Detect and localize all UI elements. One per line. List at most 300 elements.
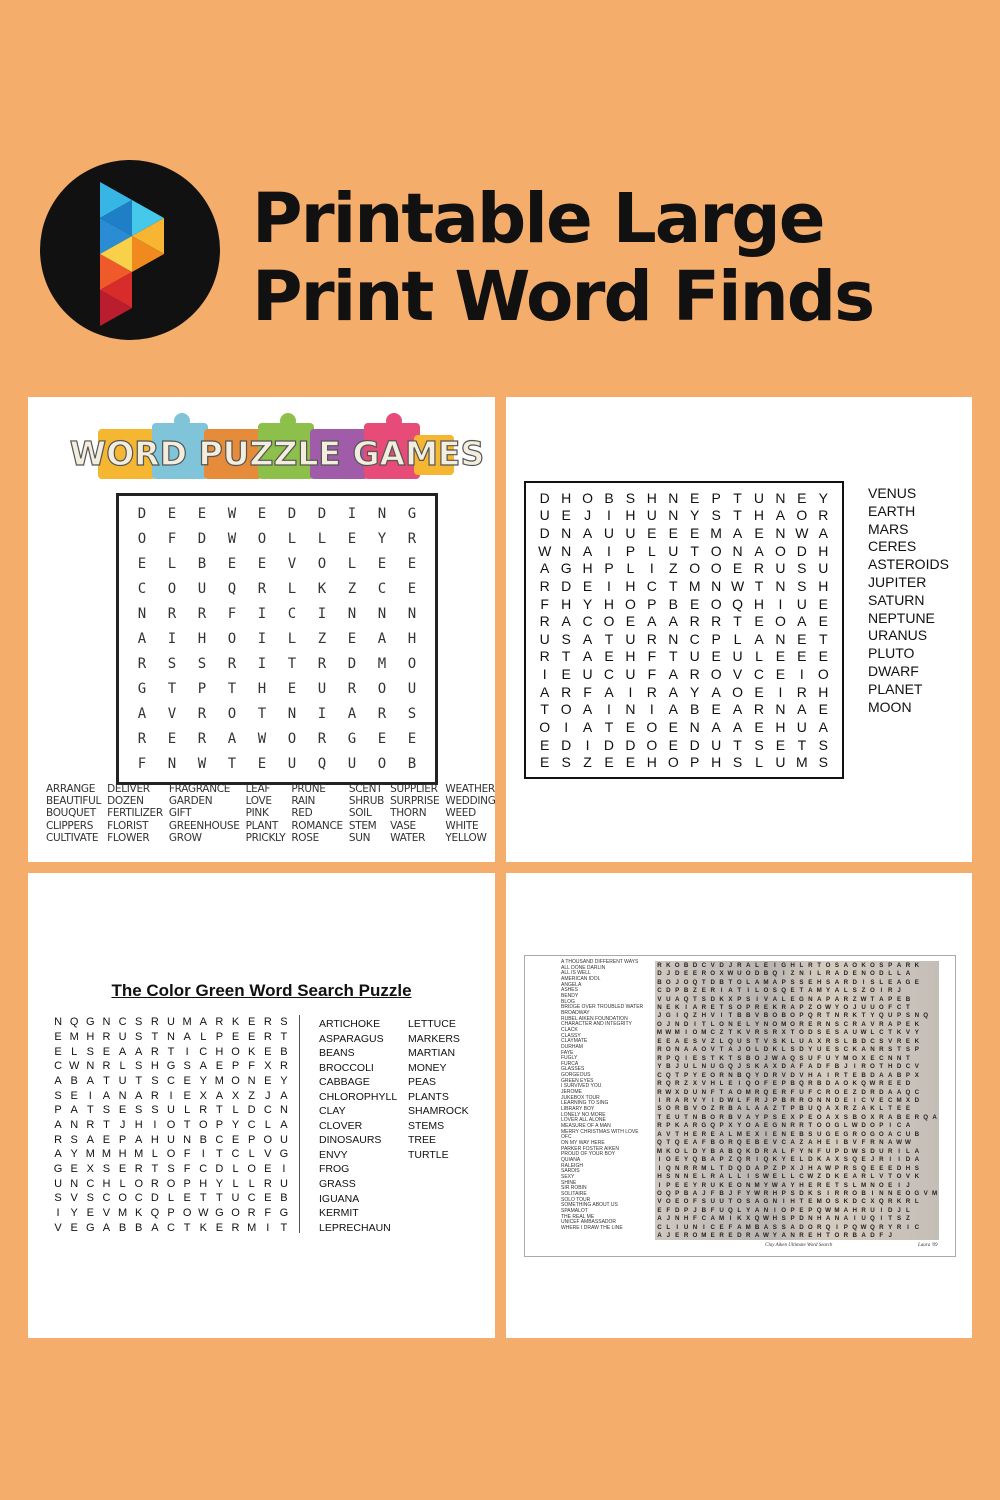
grid-letter[interactable]: E — [582, 577, 593, 594]
grid-letter[interactable]: W — [763, 1232, 769, 1240]
grid-letter[interactable]: M — [718, 1215, 725, 1223]
grid-letter[interactable]: X — [264, 1060, 272, 1073]
grid-letter[interactable]: T — [280, 1030, 288, 1043]
grid-letter[interactable]: A — [790, 1139, 795, 1147]
grid-letter[interactable]: P — [167, 1206, 175, 1219]
grid-letter[interactable]: S — [746, 1037, 751, 1045]
grid-letter[interactable]: N — [86, 1060, 95, 1073]
grid-letter[interactable]: F — [183, 1162, 191, 1175]
grid-letter[interactable]: F — [710, 1189, 715, 1197]
grid-letter[interactable]: H — [646, 489, 657, 506]
grid-letter[interactable]: U — [808, 1054, 813, 1062]
grid-letter[interactable]: O — [816, 1003, 822, 1011]
grid-letter[interactable]: P — [683, 1071, 689, 1079]
grid-letter[interactable]: D — [799, 1215, 804, 1223]
grid-letter[interactable]: R — [701, 1130, 707, 1138]
grid-letter[interactable]: F — [248, 1060, 256, 1073]
grid-letter[interactable]: R — [539, 648, 550, 665]
grid-letter[interactable]: L — [790, 1173, 795, 1181]
grid-letter[interactable]: C — [231, 1148, 240, 1161]
grid-letter[interactable]: E — [728, 1181, 733, 1189]
grid-letter[interactable] — [930, 1139, 939, 1147]
grid-letter[interactable]: M — [688, 577, 701, 594]
grid-letter[interactable]: I — [880, 987, 883, 995]
grid-letter[interactable]: D — [539, 489, 550, 506]
grid-letter[interactable]: A — [674, 995, 680, 1003]
grid-letter[interactable]: Q — [807, 1012, 813, 1020]
grid-letter[interactable]: U — [879, 1147, 884, 1155]
grid-letter[interactable]: P — [231, 1060, 240, 1073]
grid-letter[interactable]: T — [86, 1104, 94, 1117]
grid-letter[interactable]: H — [808, 1071, 813, 1079]
grid-letter[interactable]: T — [733, 489, 742, 506]
grid-letter[interactable]: N — [879, 1189, 884, 1197]
grid-letter[interactable]: B — [690, 701, 700, 718]
grid-letter[interactable]: D — [719, 1096, 724, 1104]
grid-letter[interactable]: O — [736, 1003, 742, 1011]
grid-letter[interactable]: I — [694, 1020, 696, 1028]
grid-letter[interactable]: T — [897, 1046, 901, 1054]
grid-letter[interactable]: I — [201, 1148, 205, 1161]
grid-letter[interactable]: L — [626, 560, 635, 577]
grid-letter[interactable]: B — [781, 1012, 786, 1020]
grid-letter[interactable]: D — [781, 1063, 786, 1071]
grid-letter[interactable]: H — [818, 542, 829, 559]
grid-letter[interactable]: E — [808, 1020, 813, 1028]
grid-letter[interactable]: C — [861, 1096, 866, 1104]
grid-letter[interactable]: R — [102, 1030, 111, 1043]
grid-letter[interactable]: U — [287, 755, 297, 772]
grid-letter[interactable]: H — [407, 630, 417, 647]
grid-letter[interactable]: P — [197, 680, 207, 697]
grid-letter[interactable]: L — [755, 987, 759, 995]
grid-letter[interactable]: A — [668, 701, 678, 718]
grid-letter[interactable]: A — [215, 1089, 224, 1102]
grid-letter[interactable]: Y — [377, 531, 387, 548]
grid-letter[interactable]: C — [54, 1060, 63, 1073]
grid-letter[interactable]: A — [861, 1105, 866, 1113]
grid-letter[interactable]: N — [701, 1088, 707, 1096]
grid-letter[interactable]: A — [843, 961, 849, 969]
grid-letter[interactable]: V — [888, 1037, 893, 1045]
grid-letter[interactable]: D — [852, 1198, 857, 1206]
grid-letter[interactable]: U — [719, 1198, 724, 1206]
grid-letter[interactable]: N — [808, 1147, 813, 1155]
grid-letter[interactable]: O — [257, 531, 267, 548]
grid-letter[interactable]: P — [215, 1030, 224, 1043]
grid-letter[interactable]: O — [710, 1071, 716, 1079]
grid-letter[interactable]: Q — [745, 1080, 751, 1088]
grid-letter[interactable]: O — [665, 1046, 671, 1054]
grid-letter[interactable]: S — [772, 1113, 777, 1121]
grid-letter[interactable]: Q — [781, 987, 787, 995]
grid-letter[interactable]: P — [683, 1206, 689, 1214]
grid-letter[interactable]: K — [199, 1221, 207, 1234]
grid-letter[interactable]: K — [772, 1046, 778, 1054]
grid-letter[interactable]: D — [689, 736, 700, 753]
grid-letter[interactable]: P — [834, 1164, 839, 1172]
grid-letter[interactable]: M — [931, 1189, 938, 1197]
grid-letter[interactable]: P — [625, 542, 636, 559]
grid-letter[interactable]: X — [870, 1113, 875, 1121]
grid-letter[interactable]: E — [137, 556, 147, 573]
grid-letter[interactable]: R — [887, 1147, 893, 1155]
grid-letter[interactable]: O — [870, 1063, 875, 1071]
grid-letter[interactable]: C — [753, 666, 765, 683]
grid-letter[interactable]: H — [625, 577, 636, 594]
grid-letter[interactable]: O — [834, 1088, 840, 1096]
grid-letter[interactable]: A — [199, 1060, 207, 1073]
grid-letter[interactable]: E — [711, 648, 721, 665]
grid-letter[interactable]: R — [852, 1130, 857, 1138]
grid-letter[interactable]: I — [880, 1215, 883, 1223]
grid-letter[interactable]: S — [772, 1037, 777, 1045]
grid-letter[interactable]: N — [674, 1020, 680, 1028]
grid-letter[interactable]: E — [264, 1074, 272, 1087]
grid-letter[interactable] — [921, 1105, 930, 1113]
grid-letter[interactable]: T — [701, 978, 706, 986]
grid-letter[interactable]: H — [818, 683, 829, 700]
grid-letter[interactable]: B — [199, 1133, 207, 1146]
grid-letter[interactable]: N — [887, 1054, 893, 1062]
grid-letter[interactable]: T — [675, 1071, 680, 1079]
grid-letter[interactable]: L — [781, 1147, 786, 1155]
grid-letter[interactable]: U — [796, 595, 807, 612]
grid-letter[interactable]: U — [118, 1074, 127, 1087]
grid-letter[interactable]: O — [861, 1130, 866, 1138]
grid-letter[interactable]: Y — [215, 1177, 224, 1190]
grid-letter[interactable] — [912, 1139, 921, 1147]
grid-letter[interactable]: M — [754, 1181, 760, 1189]
grid-letter[interactable]: U — [710, 1198, 715, 1206]
grid-letter[interactable]: S — [834, 961, 839, 969]
grid-letter[interactable] — [921, 1181, 930, 1189]
grid-letter[interactable]: D — [825, 1080, 831, 1088]
grid-letter[interactable]: S — [151, 1074, 159, 1087]
grid-letter[interactable]: N — [728, 1071, 733, 1079]
grid-letter[interactable]: T — [781, 1105, 786, 1113]
grid-letter[interactable]: R — [263, 1030, 272, 1043]
grid-letter[interactable]: E — [825, 1181, 831, 1189]
grid-letter[interactable]: O — [905, 1189, 911, 1197]
grid-letter[interactable]: A — [540, 560, 550, 577]
grid-letter[interactable]: P — [666, 1054, 671, 1062]
grid-letter[interactable]: H — [772, 1215, 778, 1223]
grid-letter[interactable]: X — [790, 1164, 795, 1172]
grid-letter[interactable]: U — [118, 1030, 127, 1043]
grid-letter[interactable]: R — [719, 1105, 724, 1113]
grid-letter[interactable]: E — [732, 560, 743, 577]
grid-letter[interactable]: N — [775, 630, 786, 647]
grid-letter[interactable]: D — [247, 1104, 256, 1117]
grid-letter[interactable]: H — [790, 961, 795, 969]
grid-letter[interactable]: E — [711, 701, 721, 718]
grid-letter[interactable]: Z — [583, 754, 592, 771]
grid-letter[interactable]: J — [737, 1046, 742, 1054]
grid-letter[interactable]: Z — [852, 995, 857, 1003]
grid-letter[interactable]: E — [683, 1139, 689, 1147]
grid-letter[interactable] — [921, 961, 930, 969]
grid-letter[interactable]: D — [317, 506, 327, 523]
grid-letter[interactable]: O — [665, 1105, 671, 1113]
grid-letter[interactable]: H — [790, 1198, 795, 1206]
grid-letter[interactable]: X — [675, 1088, 680, 1096]
grid-letter[interactable]: C — [701, 1215, 707, 1223]
grid-letter[interactable]: O — [852, 1054, 858, 1062]
grid-letter[interactable]: L — [755, 754, 763, 771]
grid-letter[interactable]: H — [753, 507, 765, 524]
grid-letter[interactable]: D — [197, 531, 207, 548]
grid-letter[interactable]: D — [896, 1063, 902, 1071]
grid-letter[interactable]: Y — [781, 1156, 786, 1164]
grid-letter[interactable]: K — [745, 1147, 751, 1155]
grid-letter[interactable]: S — [834, 1037, 839, 1045]
grid-letter[interactable]: E — [888, 1080, 893, 1088]
grid-letter[interactable]: I — [585, 736, 590, 753]
grid-letter[interactable]: A — [825, 1156, 831, 1164]
grid-letter[interactable]: K — [719, 995, 724, 1003]
grid-letter[interactable]: A — [657, 1232, 662, 1240]
grid-letter[interactable]: O — [736, 1198, 742, 1206]
grid-letter[interactable]: X — [781, 1029, 786, 1037]
grid-letter[interactable]: V — [763, 1037, 768, 1045]
grid-letter[interactable]: A — [70, 1104, 78, 1117]
grid-letter[interactable]: R — [674, 1105, 680, 1113]
grid-letter[interactable]: E — [914, 978, 919, 986]
grid-letter[interactable] — [930, 1155, 939, 1163]
grid-letter[interactable]: E — [728, 1232, 733, 1240]
grid-letter[interactable]: V — [710, 961, 715, 969]
grid-letter[interactable]: T — [861, 1012, 866, 1020]
grid-letter[interactable]: A — [692, 1189, 698, 1197]
grid-letter[interactable]: V — [754, 1012, 760, 1020]
grid-letter[interactable] — [930, 1046, 939, 1054]
grid-letter[interactable]: P — [772, 1096, 777, 1104]
grid-letter[interactable]: S — [732, 754, 743, 771]
grid-letter[interactable]: D — [887, 1206, 893, 1214]
grid-letter[interactable]: E — [197, 506, 207, 523]
grid-letter[interactable]: B — [657, 978, 662, 986]
grid-letter[interactable]: I — [747, 987, 750, 995]
grid-letter[interactable]: N — [118, 1089, 127, 1102]
grid-letter[interactable]: A — [719, 1173, 724, 1181]
grid-letter[interactable]: R — [843, 1012, 849, 1020]
clay-aiken-letter-grid[interactable] — [655, 961, 939, 1240]
grid-letter[interactable] — [930, 1181, 939, 1189]
grid-letter[interactable] — [930, 1223, 939, 1231]
grid-letter[interactable]: E — [843, 1096, 848, 1104]
grid-letter[interactable] — [930, 986, 939, 994]
grid-letter[interactable]: A — [887, 1113, 893, 1121]
grid-letter[interactable]: O — [719, 1139, 724, 1147]
grid-letter[interactable]: A — [683, 1122, 689, 1130]
solar-system-card[interactable] — [506, 397, 972, 862]
grid-letter[interactable]: N — [799, 970, 804, 978]
grid-letter[interactable]: B — [896, 1071, 902, 1079]
grid-letter[interactable]: U — [668, 542, 679, 559]
grid-letter[interactable]: Y — [231, 1118, 240, 1131]
grid-letter[interactable]: S — [772, 1223, 777, 1231]
grid-letter[interactable]: E — [896, 995, 902, 1003]
grid-letter[interactable]: T — [604, 718, 614, 735]
grid-letter[interactable]: E — [896, 1080, 902, 1088]
grid-letter[interactable]: V — [102, 1206, 111, 1219]
grid-letter[interactable]: M — [674, 1029, 680, 1037]
grid-letter[interactable]: R — [701, 970, 707, 978]
grid-letter[interactable]: D — [683, 1020, 689, 1028]
grid-letter[interactable]: B — [754, 1139, 760, 1147]
grid-letter[interactable]: H — [772, 1189, 778, 1197]
grid-letter[interactable]: A — [754, 542, 764, 559]
grid-letter[interactable]: R — [843, 995, 849, 1003]
grid-letter[interactable]: R — [646, 630, 657, 647]
grid-letter[interactable]: I — [317, 606, 327, 623]
grid-letter[interactable]: D — [896, 1164, 902, 1172]
grid-letter[interactable]: C — [843, 1020, 849, 1028]
grid-letter[interactable]: I — [889, 1156, 892, 1164]
grid-letter[interactable]: O — [719, 1020, 724, 1028]
grid-letter[interactable]: L — [737, 1173, 742, 1181]
grid-letter[interactable]: A — [808, 1139, 813, 1147]
grid-letter[interactable] — [921, 1071, 930, 1079]
grid-letter[interactable]: A — [54, 1074, 62, 1087]
grid-letter[interactable]: A — [763, 1223, 769, 1231]
grid-letter[interactable]: A — [692, 1046, 698, 1054]
grid-letter[interactable]: K — [914, 1037, 920, 1045]
grid-letter[interactable]: V — [701, 1080, 706, 1088]
grid-letter[interactable]: W — [851, 1147, 858, 1155]
grid-letter[interactable]: A — [905, 970, 911, 978]
grid-letter[interactable]: D — [728, 1164, 733, 1172]
grid-letter[interactable]: T — [675, 1130, 680, 1138]
grid-letter[interactable]: E — [728, 1080, 733, 1088]
grid-letter[interactable]: O — [772, 1020, 778, 1028]
grid-letter[interactable]: E — [701, 1071, 706, 1079]
grid-letter[interactable]: O — [763, 987, 769, 995]
grid-letter[interactable]: Y — [70, 1148, 78, 1161]
grid-letter[interactable]: O — [807, 1096, 813, 1104]
grid-letter[interactable]: O — [665, 1198, 671, 1206]
grid-letter[interactable]: R — [657, 1088, 662, 1096]
grid-letter[interactable]: I — [756, 995, 758, 1003]
grid-letter[interactable]: M — [843, 1054, 849, 1062]
grid-letter[interactable]: O — [870, 961, 875, 969]
grid-letter[interactable]: S — [70, 1133, 78, 1146]
grid-letter[interactable]: B — [135, 1221, 143, 1234]
grid-letter[interactable] — [912, 1215, 921, 1223]
grid-letter[interactable]: O — [166, 1177, 176, 1190]
grid-letter[interactable]: A — [745, 1113, 751, 1121]
grid-letter[interactable]: E — [790, 1130, 795, 1138]
grid-letter[interactable]: O — [774, 613, 786, 630]
grid-letter[interactable]: T — [257, 705, 267, 722]
grid-letter[interactable]: E — [746, 1139, 751, 1147]
grid-letter[interactable] — [921, 1079, 930, 1087]
grid-letter[interactable]: H — [816, 1215, 822, 1223]
grid-letter[interactable]: I — [607, 507, 611, 524]
grid-letter[interactable]: E — [683, 1037, 689, 1045]
grid-letter[interactable]: T — [710, 1054, 715, 1062]
grid-letter[interactable]: B — [728, 1113, 733, 1121]
grid-letter[interactable]: R — [843, 1232, 849, 1240]
grid-letter[interactable]: R — [86, 1118, 95, 1131]
grid-letter[interactable]: R — [879, 1113, 884, 1121]
grid-letter[interactable]: A — [772, 1147, 778, 1155]
grid-letter[interactable]: X — [817, 1037, 822, 1045]
grid-letter[interactable]: N — [625, 701, 636, 718]
grid-letter[interactable]: S — [781, 1223, 786, 1231]
grid-letter[interactable]: P — [54, 1104, 62, 1117]
grid-letter[interactable]: A — [843, 1206, 849, 1214]
grid-letter[interactable]: A — [347, 705, 357, 722]
grid-letter[interactable]: P — [905, 1071, 910, 1079]
color-green-letter-grid[interactable] — [50, 1015, 292, 1235]
grid-letter[interactable]: O — [624, 595, 636, 612]
grid-letter[interactable]: Q — [665, 1080, 671, 1088]
grid-letter[interactable]: H — [625, 507, 636, 524]
grid-letter[interactable]: D — [763, 1046, 769, 1054]
grid-letter[interactable]: M — [896, 1096, 902, 1104]
grid-letter[interactable]: E — [183, 1192, 191, 1205]
grid-letter[interactable]: N — [561, 542, 572, 559]
grid-letter[interactable]: A — [861, 1232, 866, 1240]
grid-letter[interactable]: A — [745, 961, 751, 969]
grid-letter[interactable]: L — [879, 978, 884, 986]
grid-letter[interactable]: P — [843, 1223, 848, 1231]
grid-letter[interactable]: R — [657, 1046, 662, 1054]
grid-letter[interactable]: X — [231, 1089, 240, 1102]
grid-letter[interactable]: C — [914, 1088, 920, 1096]
grid-letter[interactable]: T — [151, 1030, 159, 1043]
grid-letter[interactable]: E — [763, 1122, 768, 1130]
grid-letter[interactable]: S — [197, 655, 207, 672]
grid-letter[interactable]: U — [167, 1133, 175, 1146]
grid-letter[interactable]: R — [879, 1223, 884, 1231]
grid-letter[interactable] — [930, 1037, 939, 1045]
grid-letter[interactable]: F — [647, 666, 657, 683]
grid-letter[interactable]: E — [657, 1037, 662, 1045]
grid-letter[interactable]: L — [287, 630, 297, 647]
grid-letter[interactable]: T — [167, 680, 177, 697]
grid-letter[interactable]: Q — [745, 1071, 751, 1079]
grid-letter[interactable]: G — [215, 1206, 224, 1219]
grid-letter[interactable]: J — [666, 1215, 671, 1223]
grid-letter[interactable]: T — [227, 755, 237, 772]
grid-letter[interactable]: O — [732, 683, 743, 700]
grid-letter[interactable]: Y — [790, 1181, 795, 1189]
grid-letter[interactable]: L — [897, 970, 901, 978]
grid-letter[interactable]: G — [701, 1122, 707, 1130]
grid-letter[interactable]: W — [763, 1215, 769, 1223]
grid-letter[interactable]: N — [732, 542, 743, 559]
grid-letter[interactable]: A — [754, 1164, 760, 1172]
grid-letter[interactable]: A — [879, 1071, 884, 1079]
grid-letter[interactable]: O — [166, 1148, 176, 1161]
grid-letter[interactable]: J — [799, 1164, 804, 1172]
grid-letter[interactable]: J — [897, 987, 901, 995]
grid-letter[interactable]: R — [197, 606, 207, 623]
grid-letter[interactable]: S — [692, 1037, 697, 1045]
grid-letter[interactable] — [912, 1206, 921, 1214]
grid-letter[interactable] — [921, 1139, 930, 1147]
grid-letter[interactable]: O — [843, 1003, 849, 1011]
grid-letter[interactable]: J — [844, 1063, 848, 1071]
grid-letter[interactable]: R — [683, 1096, 689, 1104]
grid-letter[interactable]: I — [720, 1012, 723, 1020]
grid-letter[interactable]: R — [539, 613, 550, 630]
grid-letter[interactable]: E — [775, 736, 786, 753]
grid-letter[interactable]: H — [646, 754, 657, 771]
